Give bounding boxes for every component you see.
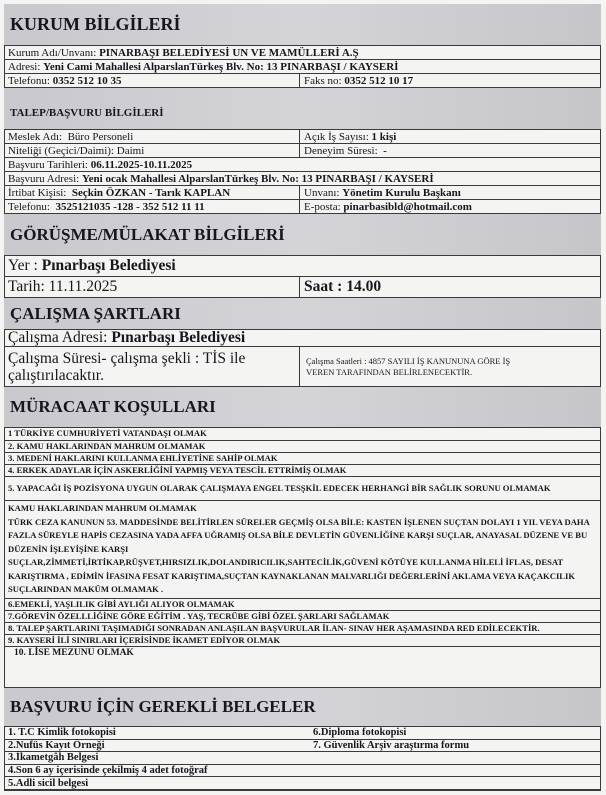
nitelik-value: Daimi (116, 144, 145, 157)
condition-text: 4. ERKEK ADAYLAR İÇİN ASKERLİĞİNİ YAPMIŞ VEYA TESCİL ETTRİMİŞ OLMAK (8, 464, 347, 475)
condition-item (4, 501, 601, 599)
gorusme-tarih: Tarih: 11.11.2025 (8, 278, 118, 295)
label: Meslek Adı: (8, 130, 63, 143)
condition-text: 5. YAPACAĞI İŞ POZİSYONA UYGUN OLARAK ÇALIŞMAYA ENGEL TESŞKİL EDECEK HERHANGİ BİR SAĞLIK SORUNU OLMAMAK (8, 482, 551, 493)
calisma-sure: Çalışma Süresi- çalışma şekli : TİS ile (8, 349, 246, 367)
section-header-kurum (4, 4, 601, 46)
basvuru-tarih: 06.11.2025-10.11.2025 (90, 158, 193, 171)
document-row (4, 727, 601, 740)
irtibat-row (4, 186, 601, 200)
document-item: 3.İkametgâh Belgesi (8, 752, 99, 764)
section-title: GÖRÜŞME/MÜLAKAT BİLGİLERİ (10, 224, 285, 244)
kurum-address: Yeni Cami Mahallesi AlparslanTürkeş Blv. No: 13 PINARBAŞI / KAYSERİ (43, 60, 399, 73)
section-title: KURUM BİLGİLERİ (10, 14, 181, 34)
label: Telefonu: (8, 200, 50, 213)
eposta-link[interactable]: pinarbasibld@hotmail.com (343, 200, 472, 213)
acik-is-value: 1 kişi (371, 130, 397, 143)
tarih-saat-row (4, 277, 601, 298)
condition-text: 1 TÜRKİYE CUMHURİYETİ VATANDAŞI OLMAK (8, 428, 207, 439)
document-item: 4.Son 6 ay içerisinde çekilmiş 4 adet fotoğraf (8, 765, 208, 777)
calisma-sure-cont: çalıştırılacaktır. (8, 366, 104, 384)
label: Açık İş Sayısı: (304, 130, 369, 143)
kurum-phone: 0352 512 10 35 (52, 74, 122, 87)
section-title: ÇALIŞMA ŞARTLARI (10, 303, 181, 323)
label: İrtibat Kişisi: (8, 186, 67, 199)
gorusme-saat: Saat : 14.00 (304, 278, 382, 295)
condition-text: 2. KAMU HAKLARINDAN MAHRUM OLMAMAK (8, 440, 206, 451)
section-header-belgeler (4, 688, 601, 727)
kurum-name: PINARBAŞI BELEDİYESİ UN VE MAMÜLLERİ A.Ş (99, 46, 359, 59)
label: Başvuru Tarihleri: (8, 158, 88, 171)
document-item: 5.Adli sicil belgesi (8, 777, 89, 789)
section-title: BAŞVURU İÇİN GEREKLİ BELGELER (10, 697, 316, 716)
section-header-calisma (4, 298, 601, 330)
calisma-adres-row (4, 330, 601, 347)
tarih-row (4, 158, 601, 172)
condition-text: 7.GÖREVİN ÖZELLLİĞİNE GÖRE EĞİTİM . YAŞ, TECRÜBE GİBİ ÖZEL ŞARLARI SAĞLAMAK (8, 610, 390, 621)
yer-row (4, 256, 601, 277)
label: Unvanı: (304, 186, 340, 199)
document-row (4, 765, 601, 778)
section-title: TALEP/BAŞVURU BİLGİLERİ (10, 106, 164, 119)
label: Çalışma Adresi: (8, 330, 108, 346)
section-header-talep (4, 88, 601, 130)
label: Faks no: (304, 74, 342, 87)
calisma-saat-cont: VEREN TARAFINDAN BELİRLENECEKTİR. (306, 366, 473, 377)
document-item (313, 765, 601, 777)
calisma-adres: Pınarbaşı Belediyesi (111, 330, 246, 346)
document-row (4, 752, 601, 765)
document-item: 6.Diploma fotokopisi (313, 727, 407, 739)
label: Telefonu: (8, 74, 50, 87)
condition-item (4, 465, 601, 477)
condition-text: 6.EMEKLİ, YAŞLILIK GİBİ AYLIĞI ALIYOR OLMAMAK (8, 598, 235, 609)
label: Adresi: (8, 60, 41, 73)
document-item: 7. Güvenlik Arşiv araştırma formu (313, 739, 470, 751)
nitelik-row (4, 144, 601, 158)
kurum-fax: 0352 512 10 17 (344, 74, 414, 87)
document-item (313, 752, 601, 764)
condition-item (4, 635, 601, 647)
condition-text: 3. MEDENİ HAKLARINI KULLANMA EHLİYETİNE SAHİP OLMAK (8, 452, 278, 463)
condition-text: 8. TALEP ŞARTLARINI TAŞIMADIĞI SONRADAN ANLAŞILAN BAŞVURULAR İLAN- SINAV HER AŞAMASINDA RED EDİLECEKTİR. (8, 622, 540, 633)
unvan-value: Yönetim Kurulu Başkanı (342, 186, 461, 199)
document-row (4, 740, 601, 753)
telefon-value: 3525121035 -128 - 352 512 11 11 (55, 200, 205, 213)
yer-value: Pınarbaşı Belediyesi (41, 257, 176, 274)
meslek-value: Büro Personeli (67, 130, 134, 143)
basvuru-adres-row (4, 172, 601, 186)
kurum-phone-row (4, 74, 601, 88)
label: Başvuru Adresi: (8, 172, 80, 185)
section-header-muracaat (4, 387, 601, 428)
condition-text: 9. KAYSERİ İLİ SINIRLARI İÇERİSİNDE İKAMET EDİYOR OLMAK (8, 634, 281, 645)
calisma-saat: Çalışma Saatleri : 4857 SAYILI İŞ KANUNUNA GÖRE İŞ (306, 355, 511, 366)
label: Kurum Adı/Unvanı: (8, 46, 97, 59)
label: Deneyim Süresi: (304, 144, 378, 157)
telefon-row (4, 200, 601, 214)
label: Niteliği (Geçici/Daimi): (8, 144, 114, 157)
basvuru-adres: Yeni ocak Mahallesi AlparslanTürkeş Blv. No: 13 PINARBAŞI / KAYSERİ (81, 172, 434, 185)
condition-text: KAMU HAKLARINDAN MAHRUM OLMAMAK TÜRK CEZA KANUNUN 53. MADDESİNDE BELİTİRLEN SÜRELER GEÇMİŞ OLSA BİLE: KASTEN İŞLENEN SUÇTAN DOLAYI 1 YIL VEYA DAHA FAZLA SÜREYLE HAPİS CEZASINA YADA AFFA UĞRAMIŞ OLSA BİLE DEVLETİN GÜVENLİĞİNE KARŞI SUÇLAR, ANAYASAL DÜZENE VE BU DÜZENİN İŞLEYİŞİNE KARŞI SUÇLAR,ZİMMETİ,İRTİKAP,RÜŞVET,HIRSIZLIK,DOLANDIRICILIK,SAHTECİLİK,GÜVENİ KÖTÜYE KULLANMA HİLELİ İFLAS, DESAT KARIŞTIRMA , EDİMİN İFASINA FESAT KARIŞTIMA,SUÇTAN KAYNAKLANAN MALVARLIĞI DEĞERLERİNİ AKLAMA VEYA KAÇAKCILIK SUÇLARINDAN MAKÜM OLMAMAK . (8, 503, 590, 595)
condition-text: 10. LİSE MEZUNU OLMAK (14, 648, 134, 658)
document-item (313, 777, 601, 789)
label: Yer : (8, 257, 38, 274)
label: E-posta: (304, 200, 341, 213)
condition-item (4, 477, 601, 501)
kurum-name-row (4, 46, 601, 60)
deneyim-value: - (383, 144, 387, 157)
document-item: 2.Nufüs Kayıt Örneği (8, 739, 105, 751)
condition-item (4, 647, 601, 688)
document-row (4, 777, 601, 790)
section-title: MÜRACAAT KOŞULLARI (10, 397, 216, 416)
document-item: 1. T.C Kimlik fotokopisi (8, 727, 116, 739)
meslek-row (4, 130, 601, 144)
irtibat-value: Seçkin ÖZKAN - Tarık KAPLAN (71, 186, 231, 199)
calisma-sure-row (4, 347, 601, 387)
section-header-gorusme (4, 214, 601, 256)
kurum-address-row (4, 60, 601, 74)
